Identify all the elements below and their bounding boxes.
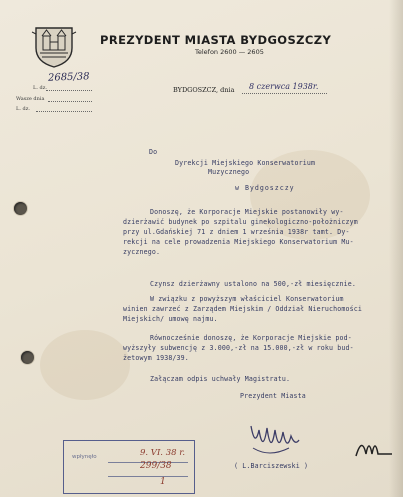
letterhead-title: PREZYDENT MIASTA BYDGOSZCZY — [100, 33, 332, 47]
body-line: winien zawrzeć z Zarządem Miejskim / Oddział Nieruchomości — [123, 305, 362, 313]
dateline-place: BYDGOSZCZ, dnia — [173, 86, 235, 94]
body-line: rekcji na cele prowadzenia Miejskiego Konserwatorium Mu- — [123, 238, 354, 246]
stamp-date: 9. VI. 38 r. — [140, 448, 186, 458]
second-ref-rule — [36, 111, 92, 112]
addressee-line: Dyrekcji Miejskiego Konserwatorium — [175, 159, 316, 167]
stamp-number: 299/38 — [140, 461, 172, 471]
signature-scrawl — [245, 418, 305, 468]
punch-hole — [21, 351, 34, 364]
letterhead-phone: Telefon 2600 — 2605 — [195, 48, 264, 56]
dateline-date: 8 czerwca 1938r. — [249, 82, 319, 91]
body-line: Równocześnie donoszę, że Korporacje Miejskie pod- — [150, 334, 352, 342]
body-line: żetowym 1938/39. — [123, 354, 189, 362]
stamp-label: wpłynęło — [72, 454, 97, 460]
body-line: wyższyły subwencję z 3.000,-zł na 15.000,-zł w roku bud- — [123, 344, 354, 352]
date-rule — [242, 93, 327, 94]
closing-name: ( L.Barciszewski ) — [234, 462, 309, 470]
body-line: W związku z powyższym właściciel Konserwatorium — [150, 295, 344, 303]
stamp-rule — [108, 476, 188, 477]
body-line: zycznego. — [123, 248, 161, 256]
body-line: Miejskich/ umowę najmu. — [123, 315, 218, 323]
body-line: Załączam odpis uchwały Magistratu. — [150, 375, 291, 383]
addressee-line: Muzycznego — [208, 168, 250, 176]
body-line: Donoszę, że Korporacje Miejskie postanowiły wy- — [150, 208, 344, 216]
addressee-line: Do — [149, 148, 158, 156]
initials-signature — [352, 432, 398, 462]
paper-stain — [40, 330, 130, 400]
body-line: dzierżawić budynek po szpitalu ginekologiczno-położniczym — [123, 218, 358, 226]
second-ref-label: L. dz. — [16, 106, 30, 112]
closing-title: Prezydent Miasta — [240, 392, 306, 400]
addressee-line: w Bydgoszczy — [235, 184, 295, 192]
stamp-count: 1 — [160, 477, 166, 487]
body-line: Czynsz dzierżawny ustalono na 500,-zł miesięcznie. — [150, 280, 356, 288]
ref-number: 2685/38 — [47, 71, 90, 84]
ref-label: L. dz. — [33, 85, 47, 91]
page-edge-shadow — [389, 0, 403, 497]
wasze-label: Wasze dnia — [16, 96, 45, 102]
ref-rule — [46, 90, 92, 91]
body-line: przy ul.Gdańskiej 71 z dniem 1 września 1938r tamt. Dy- — [123, 228, 350, 236]
wasze-rule — [48, 101, 92, 102]
punch-hole — [14, 202, 27, 215]
city-crest-icon — [30, 22, 78, 68]
